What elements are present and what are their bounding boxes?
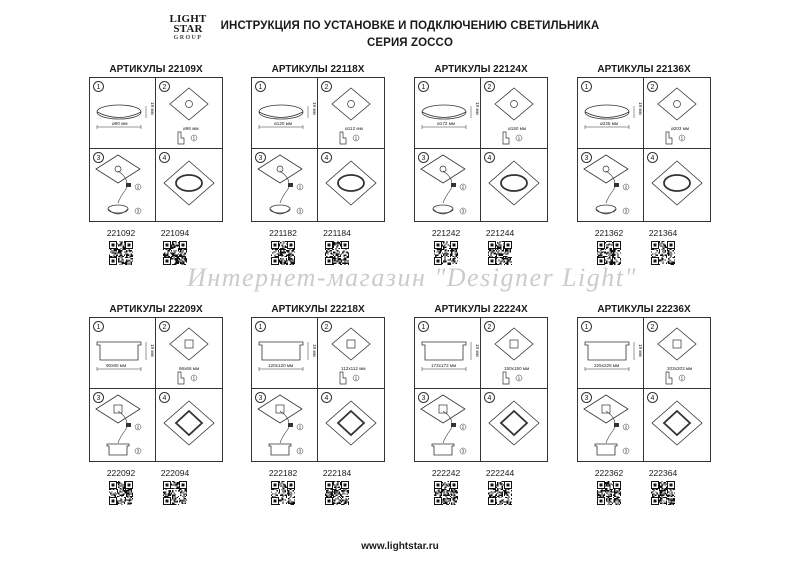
article-heading: АРТИКУЛЫ 22209X <box>109 304 203 315</box>
product-code-2: 222094 <box>160 468 190 478</box>
svg-text:3: 3 <box>624 448 628 454</box>
step-number: 4 <box>484 152 495 163</box>
step-number: 2 <box>321 321 332 332</box>
step-2-cutout <box>481 318 547 389</box>
product-code-2: 221184 <box>323 228 351 238</box>
cutout-hole <box>347 340 355 348</box>
svg-text:2: 2 <box>136 424 140 430</box>
step-2-cutout <box>318 318 384 389</box>
saw-icon <box>178 132 184 144</box>
step-number: 1 <box>581 81 592 92</box>
height-label: 19 мм <box>475 102 480 115</box>
product-block-3 <box>577 64 711 269</box>
diameter-label: ø172 мм <box>437 121 456 126</box>
height-label: 19 мм <box>638 102 643 115</box>
installed-luminaire <box>176 411 202 435</box>
cutout-hole <box>511 101 518 108</box>
steps-grid <box>414 317 548 462</box>
steps-grid <box>89 317 223 462</box>
step-number: 1 <box>93 81 104 92</box>
svg-text:1: 1 <box>354 375 358 381</box>
luminaire-side-view <box>97 342 141 360</box>
qr-code-icon[interactable] <box>434 481 458 505</box>
article-heading: АРТИКУЛЫ 22224X <box>434 304 528 315</box>
step-3-connect <box>90 389 156 461</box>
saw-icon <box>503 132 509 144</box>
height-label: 19 мм <box>312 102 317 115</box>
installed-luminaire <box>664 175 690 191</box>
luminaire-side-view <box>259 105 303 119</box>
svg-text:2: 2 <box>298 424 302 430</box>
driver-box <box>451 183 456 187</box>
product-block-0 <box>89 64 223 269</box>
driver-box <box>288 423 293 427</box>
step-number: 3 <box>418 392 429 403</box>
ceiling-plane <box>170 88 208 120</box>
steps-grid <box>577 77 711 222</box>
diameter-label: ø225 мм <box>600 121 619 126</box>
steps-grid <box>251 77 385 222</box>
saw-icon <box>503 372 509 384</box>
cutout-hole <box>674 101 681 108</box>
step-2-cutout <box>481 78 547 149</box>
ceiling-plane <box>332 328 370 360</box>
step-1-dimensions <box>415 78 481 149</box>
product-code-2: 221244 <box>485 228 515 238</box>
step-1-dimensions <box>415 318 481 389</box>
driver-box <box>288 183 293 187</box>
diameter-label: ø90 мм <box>112 121 128 126</box>
ceiling-plane <box>652 161 702 205</box>
qr-code-icon[interactable] <box>597 241 621 265</box>
step-number: 2 <box>484 321 495 332</box>
cutout-label: 203x203 мм <box>667 366 693 371</box>
step-number: 1 <box>418 81 429 92</box>
svg-text:2: 2 <box>624 424 628 430</box>
svg-text:2: 2 <box>298 184 302 190</box>
ceiling-plane <box>326 161 376 205</box>
qr-code-icon[interactable] <box>597 481 621 505</box>
step-3-connect <box>415 389 481 461</box>
diameter-label: ø120 мм <box>274 121 293 126</box>
svg-text:1: 1 <box>517 135 521 141</box>
step-number: 2 <box>321 81 332 92</box>
step-4-installed <box>318 389 384 461</box>
ceiling-plane <box>164 401 214 445</box>
svg-text:1: 1 <box>354 135 358 141</box>
connection-wire <box>443 411 452 443</box>
ceiling-plane <box>489 161 539 205</box>
qr-code-icon[interactable] <box>325 241 349 265</box>
qr-code-icon[interactable] <box>651 481 675 505</box>
product-block-2 <box>414 64 548 269</box>
article-heading: АРТИКУЛЫ 22218X <box>271 304 365 315</box>
cutout-label: ø112 мм <box>345 126 363 131</box>
ceiling-plane <box>326 401 376 445</box>
article-heading: АРТИКУЛЫ 22236X <box>597 304 691 315</box>
driver-box <box>126 423 131 427</box>
step-number: 3 <box>581 152 592 163</box>
cutout-label: 112x112 мм <box>341 366 366 371</box>
step-number: 2 <box>484 81 495 92</box>
luminaire-side-view <box>585 105 629 119</box>
connection-wire <box>280 171 289 203</box>
steps-grid <box>251 317 385 462</box>
luminaire-side-view <box>585 342 629 360</box>
svg-text:2: 2 <box>461 184 465 190</box>
website-link[interactable]: www.lightstar.ru <box>361 541 439 552</box>
step-2-cutout <box>156 318 222 389</box>
driver-box <box>451 423 456 427</box>
connection-wire <box>606 171 615 203</box>
saw-icon <box>340 372 346 384</box>
step-number: 1 <box>418 321 429 332</box>
svg-text:3: 3 <box>136 208 140 214</box>
driver-box <box>614 423 619 427</box>
svg-text:2: 2 <box>461 424 465 430</box>
driver-box <box>126 183 131 187</box>
saw-icon <box>178 372 184 384</box>
step-4-installed <box>156 149 222 221</box>
height-label: 19 мм <box>638 344 643 357</box>
ceiling-plane <box>164 161 214 205</box>
svg-text:1: 1 <box>517 375 521 381</box>
step-number: 3 <box>418 152 429 163</box>
step-number: 1 <box>255 321 266 332</box>
ceiling-plane <box>170 328 208 360</box>
product-code-1: 222182 <box>268 468 298 478</box>
product-code-1: 221362 <box>594 228 624 238</box>
product-code-1: 222242 <box>431 468 461 478</box>
qr-code-icon[interactable] <box>651 241 675 265</box>
steps-grid <box>577 317 711 462</box>
height-label: 19 мм <box>475 344 480 357</box>
cutout-hole <box>185 340 193 348</box>
step-number: 4 <box>321 152 332 163</box>
ceiling-plane <box>489 401 539 445</box>
svg-text:1: 1 <box>192 375 196 381</box>
svg-text:3: 3 <box>461 448 465 454</box>
step-2-cutout <box>156 78 222 149</box>
ceiling-plane <box>332 88 370 120</box>
step-3-connect <box>415 149 481 221</box>
qr-code-icon[interactable] <box>488 241 512 265</box>
step-number: 1 <box>255 81 266 92</box>
svg-text:3: 3 <box>298 448 302 454</box>
step-1-dimensions <box>90 78 156 149</box>
step-1-dimensions <box>578 78 644 149</box>
title-line-1: ИНСТРУКЦИЯ ПО УСТАНОВКЕ И ПОДКЛЮЧЕНИЮ СВЕТИЛЬНИКА <box>220 20 600 32</box>
ceiling-plane <box>495 88 533 120</box>
luminaire-side-view <box>259 342 303 360</box>
svg-text:3: 3 <box>298 208 302 214</box>
step-2-cutout <box>644 78 710 149</box>
step-4-installed <box>481 149 547 221</box>
step-number: 4 <box>159 392 170 403</box>
step-number: 3 <box>93 152 104 163</box>
step-number: 3 <box>255 152 266 163</box>
installed-luminaire <box>501 411 527 435</box>
diameter-label: 120x120 мм <box>268 363 294 368</box>
svg-text:3: 3 <box>461 208 465 214</box>
height-label: 19 мм <box>150 344 155 357</box>
step-1-dimensions <box>90 318 156 389</box>
svg-text:1: 1 <box>680 375 684 381</box>
installed-luminaire <box>176 175 202 191</box>
step-4-installed <box>318 149 384 221</box>
diameter-label: 90x90 мм <box>106 363 127 368</box>
steps-grid <box>89 77 223 222</box>
logo-line-3: GROUP <box>173 35 203 41</box>
cutout-hole <box>673 340 681 348</box>
step-3-connect <box>252 389 318 461</box>
luminaire-side-view <box>422 342 466 360</box>
step-1-dimensions <box>578 318 644 389</box>
step-4-installed <box>644 389 710 461</box>
installed-luminaire <box>338 411 364 435</box>
product-block-1 <box>251 64 385 269</box>
product-code-1: 221092 <box>106 228 136 238</box>
product-block-7 <box>577 304 711 509</box>
diameter-label: 172x172 мм <box>431 363 457 368</box>
ceiling-plane <box>495 328 533 360</box>
cutout-label: 66x66 мм <box>179 366 200 371</box>
cutout-hole <box>348 101 355 108</box>
installed-luminaire <box>338 175 364 191</box>
step-number: 3 <box>581 392 592 403</box>
step-number: 3 <box>255 392 266 403</box>
luminaire-side-view <box>97 105 141 119</box>
height-label: 19 мм <box>312 344 317 357</box>
connection-wire <box>118 411 127 443</box>
connection-wire <box>118 171 127 203</box>
step-number: 4 <box>647 392 658 403</box>
product-block-5 <box>251 304 385 509</box>
qr-code-icon[interactable] <box>163 481 187 505</box>
qr-code-icon[interactable] <box>109 481 133 505</box>
step-1-dimensions <box>252 318 318 389</box>
product-code-1: 221182 <box>269 228 297 238</box>
product-code-1: 222362 <box>594 468 624 478</box>
logo-line-2: STAR <box>173 23 203 35</box>
connection-wire <box>606 411 615 443</box>
step-1-dimensions <box>252 78 318 149</box>
svg-text:1: 1 <box>680 135 684 141</box>
step-2-cutout <box>644 318 710 389</box>
svg-text:2: 2 <box>624 184 628 190</box>
step-3-connect <box>252 149 318 221</box>
connection-wire <box>280 411 289 443</box>
svg-text:3: 3 <box>624 208 628 214</box>
qr-code-icon[interactable] <box>271 481 295 505</box>
installed-luminaire <box>664 411 690 435</box>
qr-code-icon[interactable] <box>271 241 295 265</box>
ceiling-plane <box>658 88 696 120</box>
diameter-label: 225x225 мм <box>594 363 620 368</box>
step-number: 3 <box>93 392 104 403</box>
step-3-connect <box>578 149 644 221</box>
driver-box <box>614 183 619 187</box>
step-number: 1 <box>581 321 592 332</box>
installed-luminaire <box>501 175 527 191</box>
luminaire-side-view <box>422 105 466 119</box>
step-4-installed <box>644 149 710 221</box>
product-block-6 <box>414 304 548 509</box>
step-2-cutout <box>318 78 384 149</box>
step-number: 2 <box>647 81 658 92</box>
product-code-1: 221242 <box>431 228 461 238</box>
svg-text:3: 3 <box>136 448 140 454</box>
step-number: 4 <box>484 392 495 403</box>
qr-code-icon[interactable] <box>434 241 458 265</box>
title-line-2: СЕРИЯ ZOCCO <box>367 37 453 49</box>
step-4-installed <box>156 389 222 461</box>
product-code-2: 222184 <box>322 468 352 478</box>
saw-icon <box>340 132 346 144</box>
cutout-label: 150x150 мм <box>504 366 530 371</box>
step-number: 2 <box>647 321 658 332</box>
logo-line-1: LIGHT <box>169 13 207 25</box>
step-3-connect <box>578 389 644 461</box>
article-heading: АРТИКУЛЫ 22124X <box>434 64 528 75</box>
height-label: 19 мм <box>150 102 155 115</box>
svg-text:1: 1 <box>192 135 196 141</box>
saw-icon <box>666 132 672 144</box>
product-code-2: 221094 <box>160 228 190 238</box>
step-number: 4 <box>321 392 332 403</box>
step-number: 2 <box>159 321 170 332</box>
qr-code-icon[interactable] <box>163 241 187 265</box>
steps-grid <box>414 77 548 222</box>
cutout-hole <box>186 101 193 108</box>
page-title <box>0 18 800 52</box>
step-number: 4 <box>647 152 658 163</box>
product-code-2: 221364 <box>648 228 678 238</box>
step-3-connect <box>90 149 156 221</box>
article-heading: АРТИКУЛЫ 22136X <box>597 64 691 75</box>
cutout-label: ø96 мм <box>183 126 199 131</box>
article-heading: АРТИКУЛЫ 22109X <box>109 64 203 75</box>
saw-icon <box>666 372 672 384</box>
product-code-2: 222244 <box>485 468 515 478</box>
product-code-1: 222092 <box>106 468 136 478</box>
product-code-2: 222364 <box>648 468 678 478</box>
product-block-4 <box>89 304 223 509</box>
step-4-installed <box>481 389 547 461</box>
article-heading: АРТИКУЛЫ 22118X <box>271 64 365 75</box>
step-number: 4 <box>159 152 170 163</box>
watermark-text: Интернет-магазин "Designer Light" <box>187 263 637 292</box>
qr-code-icon[interactable] <box>488 481 512 505</box>
qr-code-icon[interactable] <box>325 481 349 505</box>
cutout-hole <box>510 340 518 348</box>
ceiling-plane <box>652 401 702 445</box>
svg-text:2: 2 <box>136 184 140 190</box>
cutout-label: ø203 мм <box>671 126 690 131</box>
ceiling-plane <box>658 328 696 360</box>
step-number: 1 <box>93 321 104 332</box>
step-number: 2 <box>159 81 170 92</box>
cutout-label: ø150 мм <box>508 126 527 131</box>
connection-wire <box>443 171 452 203</box>
qr-code-icon[interactable] <box>109 241 133 265</box>
